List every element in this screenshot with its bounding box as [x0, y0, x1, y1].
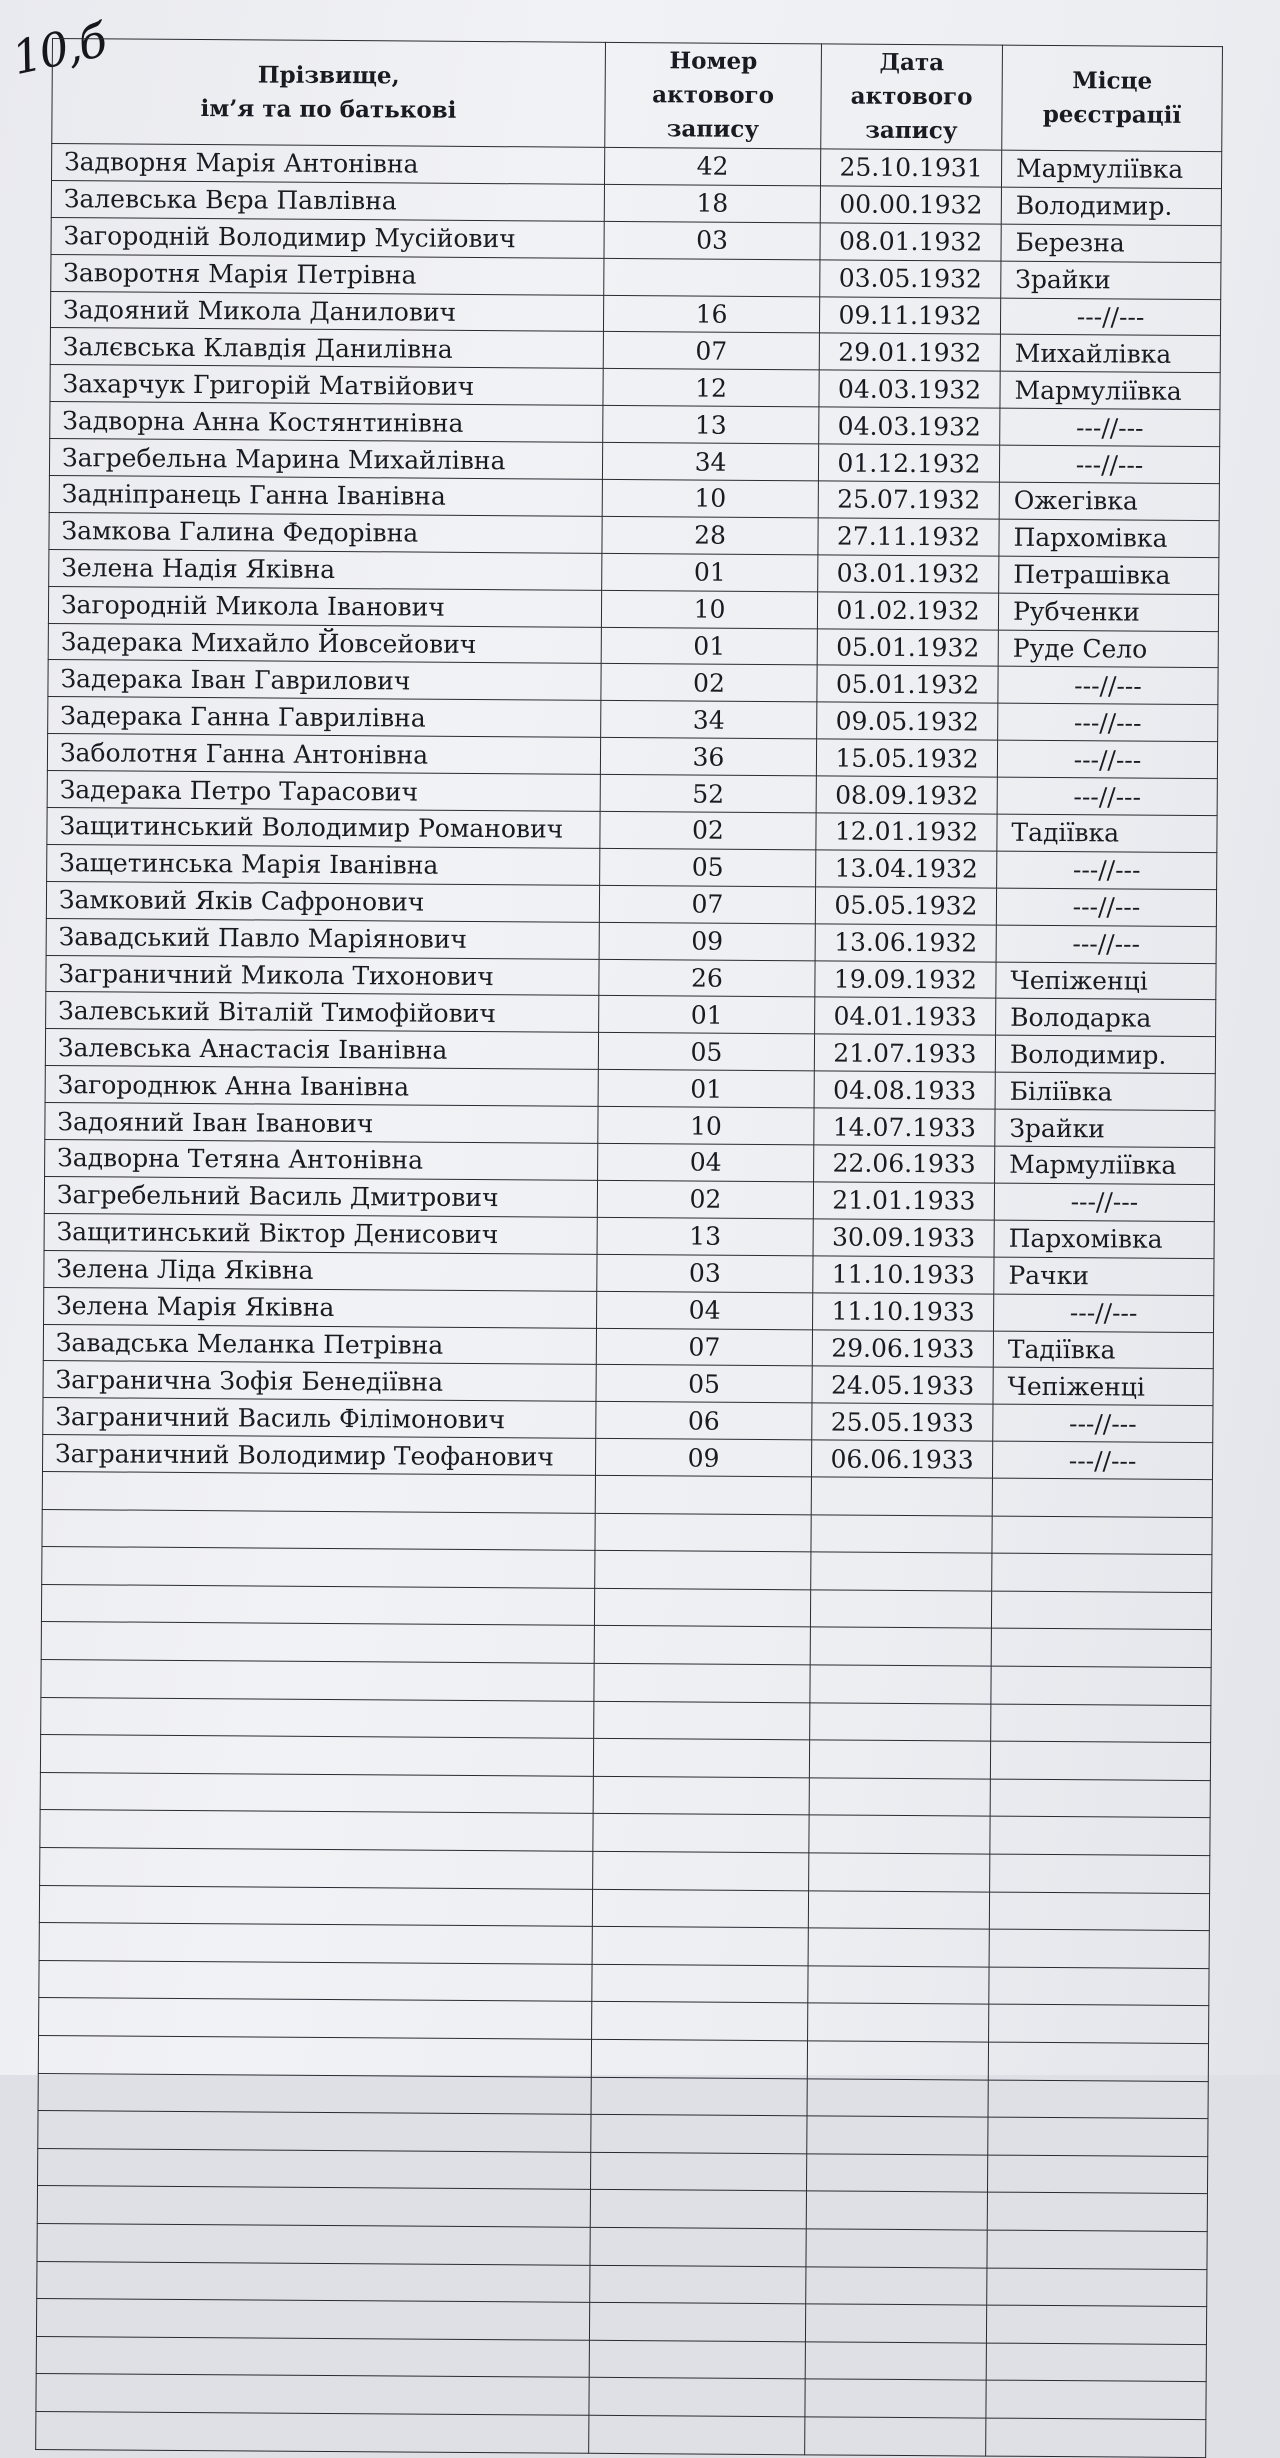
- blank-cell: [38, 2148, 591, 2189]
- header-record-number-line: актового: [652, 81, 775, 110]
- cell-place: Рубченки: [998, 593, 1218, 631]
- blank-cell: [36, 2299, 589, 2340]
- cell-record-date: 25.05.1933: [812, 1403, 993, 1441]
- cell-place: Михайлівка: [1000, 335, 1220, 373]
- blank-cell: [987, 2192, 1207, 2231]
- blank-cell: [41, 1584, 594, 1625]
- blank-cell: [592, 1889, 808, 1928]
- blank-cell: [595, 1475, 811, 1514]
- cell-record-number: 09: [595, 1439, 811, 1477]
- blank-cell: [809, 1815, 990, 1854]
- cell-name: Заграничний Володимир Теофанович: [42, 1435, 595, 1476]
- blank-cell: [808, 1928, 989, 1967]
- cell-record-date: 05.01.1932: [817, 628, 998, 666]
- blank-cell: [986, 2343, 1206, 2382]
- cell-name: Загородній Володимир Мусійович: [51, 217, 604, 258]
- cell-record-date: 00.00.1932: [820, 186, 1001, 224]
- cell-record-number: 04: [598, 1143, 814, 1181]
- cell-record-date: 04.01.1933: [815, 997, 996, 1035]
- cell-place: ---//---: [997, 851, 1217, 889]
- cell-place: Володимир.: [995, 1035, 1215, 1073]
- cell-record-number: 01: [598, 1070, 814, 1108]
- cell-record-number: 02: [600, 811, 816, 849]
- cell-record-date: 22.06.1933: [814, 1145, 995, 1183]
- blank-cell: [986, 2305, 1206, 2344]
- blank-cell: [36, 2374, 589, 2415]
- blank-cell: [42, 1509, 595, 1550]
- blank-cell: [990, 1741, 1210, 1780]
- cell-name: Загребельний Василь Дмитрович: [44, 1176, 597, 1217]
- blank-cell: [40, 1810, 593, 1851]
- blank-cell: [41, 1622, 594, 1663]
- header-record-number: [605, 42, 822, 149]
- cell-record-number: 10: [601, 590, 817, 628]
- cell-place: Володарка: [996, 999, 1216, 1037]
- blank-cell: [806, 2154, 987, 2193]
- blank-cell: [37, 2261, 590, 2302]
- cell-name: Задояний Микола Данилович: [50, 291, 603, 332]
- blank-cell: [589, 2415, 805, 2454]
- cell-record-date: 04.03.1932: [819, 407, 1000, 445]
- table-body: [36, 144, 1222, 2458]
- header-record-number-line: Номер: [669, 47, 758, 75]
- blank-cell: [594, 1701, 810, 1740]
- cell-name: Заграничний Василь Філімонович: [43, 1398, 596, 1439]
- cell-name: Задворня Марія Антонівна: [52, 144, 605, 185]
- blank-cell: [42, 1547, 595, 1588]
- blank-cell: [808, 2003, 989, 2042]
- cell-record-date: 05.05.1932: [815, 887, 996, 925]
- cell-place: ---//---: [998, 667, 1218, 705]
- cell-record-date: 04.03.1932: [819, 370, 1000, 408]
- cell-record-number: 13: [603, 406, 819, 444]
- cell-place: Ожегівка: [999, 482, 1219, 520]
- cell-record-date: 13.04.1932: [816, 850, 997, 888]
- cell-record-number: 09: [599, 922, 815, 960]
- blank-cell: [811, 1477, 992, 1516]
- blank-cell: [805, 2342, 986, 2381]
- cell-record-number: 16: [603, 295, 819, 333]
- cell-name: Задворна Тетяна Антонівна: [45, 1140, 598, 1181]
- cell-record-number: 04: [597, 1291, 813, 1329]
- blank-cell: [987, 2268, 1207, 2307]
- cell-record-number: 06: [596, 1402, 812, 1440]
- cell-record-number: 52: [600, 774, 816, 812]
- blank-cell: [36, 2336, 589, 2377]
- blank-cell: [988, 2117, 1208, 2156]
- registry-table-wrapper: [35, 38, 1222, 2458]
- header-place-line: реєстрації: [1042, 100, 1182, 129]
- blank-cell: [595, 1513, 811, 1552]
- cell-name: Загранична Зофія Бенедіївна: [43, 1361, 596, 1402]
- cell-record-date: 21.07.1933: [814, 1034, 995, 1072]
- blank-cell: [593, 1814, 809, 1853]
- header-record-date: [821, 44, 1003, 150]
- blank-cell: [990, 1854, 1210, 1893]
- blank-cell: [987, 2230, 1207, 2269]
- cell-record-number: 05: [600, 848, 816, 886]
- blank-cell: [989, 1892, 1209, 1931]
- blank-cell: [810, 1627, 991, 1666]
- blank-cell: [988, 2042, 1208, 2081]
- blank-cell: [592, 1927, 808, 1966]
- blank-cell: [989, 1967, 1209, 2006]
- blank-cell: [42, 1472, 595, 1513]
- blank-cell: [36, 2411, 589, 2452]
- blank-cell: [39, 1998, 592, 2039]
- blank-cell: [592, 2002, 808, 2041]
- cell-record-number: 18: [604, 184, 820, 222]
- cell-record-number: 07: [596, 1328, 812, 1366]
- cell-place: ---//---: [992, 1441, 1212, 1479]
- blank-cell: [809, 1778, 990, 1817]
- cell-name: Залевський Віталій Тимофійович: [46, 992, 599, 1033]
- blank-cell: [41, 1659, 594, 1700]
- cell-name: Загородній Микола Іванович: [48, 586, 601, 627]
- cell-record-date: 01.12.1932: [818, 444, 999, 482]
- cell-record-date: 21.01.1933: [813, 1182, 994, 1220]
- blank-cell: [37, 2223, 590, 2264]
- blank-cell: [39, 1960, 592, 2001]
- cell-name: Задерака Ганна Гаврилівна: [48, 697, 601, 738]
- blank-cell: [595, 1551, 811, 1590]
- cell-record-date: 13.06.1932: [815, 924, 996, 962]
- blank-cell: [811, 1514, 992, 1553]
- cell-name: Задніпранець Ганна Іванівна: [49, 476, 602, 517]
- cell-record-date: 08.01.1932: [820, 223, 1001, 261]
- cell-record-date: 30.09.1933: [813, 1219, 994, 1257]
- cell-record-date: 27.11.1932: [818, 518, 999, 556]
- cell-record-number: 10: [602, 479, 818, 517]
- blank-cell: [591, 2114, 807, 2153]
- cell-record-date: 12.01.1932: [816, 813, 997, 851]
- blank-cell: [990, 1779, 1210, 1818]
- cell-record-number: 34: [602, 442, 818, 480]
- blank-cell: [810, 1702, 991, 1741]
- blank-cell: [589, 2378, 805, 2417]
- cell-record-number: 12: [603, 369, 819, 407]
- cell-place: Тадіївка: [997, 814, 1217, 852]
- cell-name: Задерака Іван Гаврилович: [48, 660, 601, 701]
- cell-place: ---//---: [997, 740, 1217, 778]
- cell-record-number: 10: [598, 1106, 814, 1144]
- cell-record-number: 05: [596, 1365, 812, 1403]
- blank-cell: [805, 2417, 986, 2456]
- cell-name: Завадська Меланка Петрівна: [43, 1324, 596, 1365]
- cell-place: ---//---: [994, 1183, 1214, 1221]
- blank-cell: [807, 2078, 988, 2117]
- cell-place: ---//---: [997, 777, 1217, 815]
- blank-cell: [40, 1847, 593, 1888]
- cell-place: ---//---: [998, 703, 1218, 741]
- cell-record-number: 07: [599, 885, 815, 923]
- blank-cell: [593, 1776, 809, 1815]
- blank-cell: [590, 2227, 806, 2266]
- cell-record-number: 03: [597, 1254, 813, 1292]
- blank-cell: [991, 1591, 1211, 1630]
- cell-record-date: 01.02.1932: [817, 592, 998, 630]
- cell-place: Пархомівка: [999, 519, 1219, 557]
- blank-cell: [991, 1704, 1211, 1743]
- registry-table: [35, 38, 1223, 2458]
- blank-cell: [40, 1735, 593, 1776]
- cell-record-date: 08.09.1932: [816, 776, 997, 814]
- cell-place: ---//---: [993, 1294, 1213, 1332]
- blank-cell: [594, 1663, 810, 1702]
- cell-name: Замковий Яків Сафронович: [46, 881, 599, 922]
- cell-record-date: 15.05.1932: [816, 739, 997, 777]
- header-record-date-line: актового: [850, 82, 973, 111]
- cell-name: Завадський Павло Маріянович: [46, 918, 599, 959]
- cell-place: ---//---: [999, 445, 1219, 483]
- blank-cell: [809, 1853, 990, 1892]
- cell-record-number: 28: [602, 516, 818, 554]
- blank-cell: [806, 2229, 987, 2268]
- cell-name: Задерака Михайло Йовсейович: [48, 623, 601, 664]
- cell-name: Зелена Ліда Яківна: [44, 1250, 597, 1291]
- blank-cell: [810, 1590, 991, 1629]
- cell-name: Залевська Анастасія Іванівна: [45, 1029, 598, 1070]
- cell-place: ---//---: [996, 925, 1216, 963]
- header-record-date-line: запису: [865, 116, 958, 145]
- blank-cell: [38, 2111, 591, 2152]
- blank-cell: [989, 1929, 1209, 1968]
- blank-cell: [594, 1588, 810, 1627]
- header-name-line: Прізвище,: [257, 61, 400, 90]
- blank-cell: [811, 1552, 992, 1591]
- cell-name: Защитинський Володимир Романович: [47, 808, 600, 849]
- cell-record-number: 01: [601, 627, 817, 665]
- blank-cell: [809, 1740, 990, 1779]
- cell-record-date: 11.10.1933: [813, 1292, 994, 1330]
- cell-name: Заболотня Ганна Антонівна: [47, 734, 600, 775]
- cell-record-date: 03.05.1932: [820, 260, 1001, 298]
- blank-cell: [807, 2116, 988, 2155]
- cell-place: Рачки: [994, 1257, 1214, 1295]
- blank-cell: [808, 1890, 989, 1929]
- cell-record-date: 09.05.1932: [817, 702, 998, 740]
- cell-record-number: [604, 258, 820, 296]
- handwritten-page-number: 10,б: [7, 12, 110, 86]
- cell-record-date: 11.10.1933: [813, 1256, 994, 1294]
- blank-cell: [806, 2191, 987, 2230]
- cell-record-date: 03.01.1932: [818, 555, 999, 593]
- cell-record-date: 14.07.1933: [814, 1108, 995, 1146]
- blank-cell: [591, 2077, 807, 2116]
- blank-cell: [805, 2304, 986, 2343]
- blank-cell: [590, 2190, 806, 2229]
- cell-place: Зрайки: [1001, 261, 1221, 299]
- cell-place: Біліївка: [995, 1072, 1215, 1110]
- table-header-row: [52, 39, 1223, 152]
- cell-name: Заворотня Марія Петрівна: [51, 254, 604, 295]
- cell-record-number: 26: [599, 959, 815, 997]
- cell-place: Чепіженці: [996, 962, 1216, 1000]
- blank-cell: [806, 2266, 987, 2305]
- cell-place: Березна: [1001, 224, 1221, 262]
- cell-record-number: 03: [604, 221, 820, 259]
- cell-record-number: 05: [598, 1033, 814, 1071]
- cell-place: Мармуліївка: [1001, 150, 1221, 188]
- cell-record-date: 04.08.1933: [814, 1071, 995, 1109]
- blank-cell: [40, 1772, 593, 1813]
- cell-name: Зелена Надія Яківна: [49, 549, 602, 590]
- cell-place: ---//---: [996, 888, 1216, 926]
- blank-cell: [810, 1665, 991, 1704]
- cell-place: Мармуліївка: [1000, 371, 1220, 409]
- cell-name: Зелена Марія Яківна: [44, 1287, 597, 1328]
- cell-name: Залевська Вєра Павлівна: [51, 180, 604, 221]
- blank-cell: [38, 2073, 591, 2114]
- cell-place: ---//---: [1000, 298, 1220, 336]
- cell-name: Задворна Анна Костянтинівна: [50, 402, 603, 443]
- cell-place: Зрайки: [995, 1109, 1215, 1147]
- cell-place: Руде Село: [998, 630, 1218, 668]
- blank-cell: [807, 2041, 988, 2080]
- blank-cell: [39, 1923, 592, 1964]
- header-record-number-line: запису: [666, 115, 760, 143]
- blank-cell: [589, 2302, 805, 2341]
- cell-place: Пархомівка: [994, 1220, 1214, 1258]
- cell-name: Задояний Іван Іванович: [45, 1103, 598, 1144]
- header-place: [1002, 45, 1223, 152]
- cell-name: Защитинський Віктор Денисович: [44, 1213, 597, 1254]
- cell-record-number: 36: [600, 738, 816, 776]
- cell-record-date: 29.06.1933: [812, 1329, 993, 1367]
- cell-record-number: 07: [603, 332, 819, 370]
- header-record-date-line: Дата: [879, 48, 945, 77]
- blank-cell: [593, 1739, 809, 1778]
- blank-cell: [987, 2155, 1207, 2194]
- blank-cell: [591, 2039, 807, 2078]
- cell-record-date: 25.10.1931: [820, 149, 1001, 187]
- header-place-line: Місце: [1072, 67, 1153, 95]
- cell-place: Петрашівка: [999, 556, 1219, 594]
- blank-cell: [805, 2379, 986, 2418]
- blank-cell: [991, 1666, 1211, 1705]
- blank-cell: [986, 2380, 1206, 2419]
- blank-cell: [594, 1626, 810, 1665]
- blank-cell: [808, 1966, 989, 2005]
- blank-cell: [986, 2418, 1206, 2457]
- cell-record-date: 24.05.1933: [812, 1366, 993, 1404]
- cell-name: Замкова Галина Федорівна: [49, 512, 602, 553]
- cell-record-date: 19.09.1932: [815, 960, 996, 998]
- cell-record-number: 02: [601, 664, 817, 702]
- blank-cell: [41, 1697, 594, 1738]
- cell-place: ---//---: [993, 1404, 1213, 1442]
- cell-record-date: 06.06.1933: [811, 1440, 992, 1478]
- blank-cell: [37, 2186, 590, 2227]
- blank-cell: [38, 2035, 591, 2076]
- cell-record-date: 25.07.1932: [818, 481, 999, 519]
- blank-cell: [991, 1629, 1211, 1668]
- cell-record-date: 05.01.1932: [817, 665, 998, 703]
- blank-cell: [593, 1851, 809, 1890]
- blank-cell: [589, 2340, 805, 2379]
- cell-place: Володимир.: [1001, 187, 1221, 225]
- cell-place: Тадіївка: [993, 1331, 1213, 1369]
- cell-name: Задерака Петро Тарасович: [47, 771, 600, 812]
- header-name-line: ім’я та по батькові: [200, 95, 457, 124]
- cell-record-number: 01: [602, 553, 818, 591]
- header-name: [52, 39, 606, 148]
- blank-cell: [992, 1553, 1212, 1592]
- cell-record-number: 02: [597, 1180, 813, 1218]
- cell-place: Мармуліївка: [995, 1146, 1215, 1184]
- cell-record-date: 09.11.1932: [819, 296, 1000, 334]
- cell-name: Захарчук Григорій Матвійович: [50, 365, 603, 406]
- blank-cell: [992, 1478, 1212, 1517]
- blank-cell: [592, 1964, 808, 2003]
- blank-cell: [590, 2152, 806, 2191]
- blank-cell: [590, 2265, 806, 2304]
- cell-name: Залєвська Клавдія Данилівна: [50, 328, 603, 369]
- cell-record-number: 01: [599, 996, 815, 1034]
- cell-name: Загребельна Марина Михайлівна: [49, 439, 602, 480]
- cell-name: Заграничний Микола Тихонович: [46, 955, 599, 996]
- cell-place: Чепіженці: [993, 1367, 1213, 1405]
- blank-cell: [988, 2080, 1208, 2119]
- blank-cell: [989, 2004, 1209, 2043]
- blank-row: [36, 2411, 1206, 2457]
- blank-cell: [990, 1816, 1210, 1855]
- cell-record-number: 13: [597, 1217, 813, 1255]
- blank-cell: [992, 1516, 1212, 1555]
- cell-name: Защетинська Марія Іванівна: [47, 844, 600, 885]
- cell-record-number: 42: [604, 147, 820, 185]
- cell-name: Загороднюк Анна Іванівна: [45, 1066, 598, 1107]
- cell-place: ---//---: [1000, 408, 1220, 446]
- blank-cell: [39, 1885, 592, 1926]
- cell-record-number: 34: [601, 701, 817, 739]
- cell-record-date: 29.01.1932: [819, 333, 1000, 371]
